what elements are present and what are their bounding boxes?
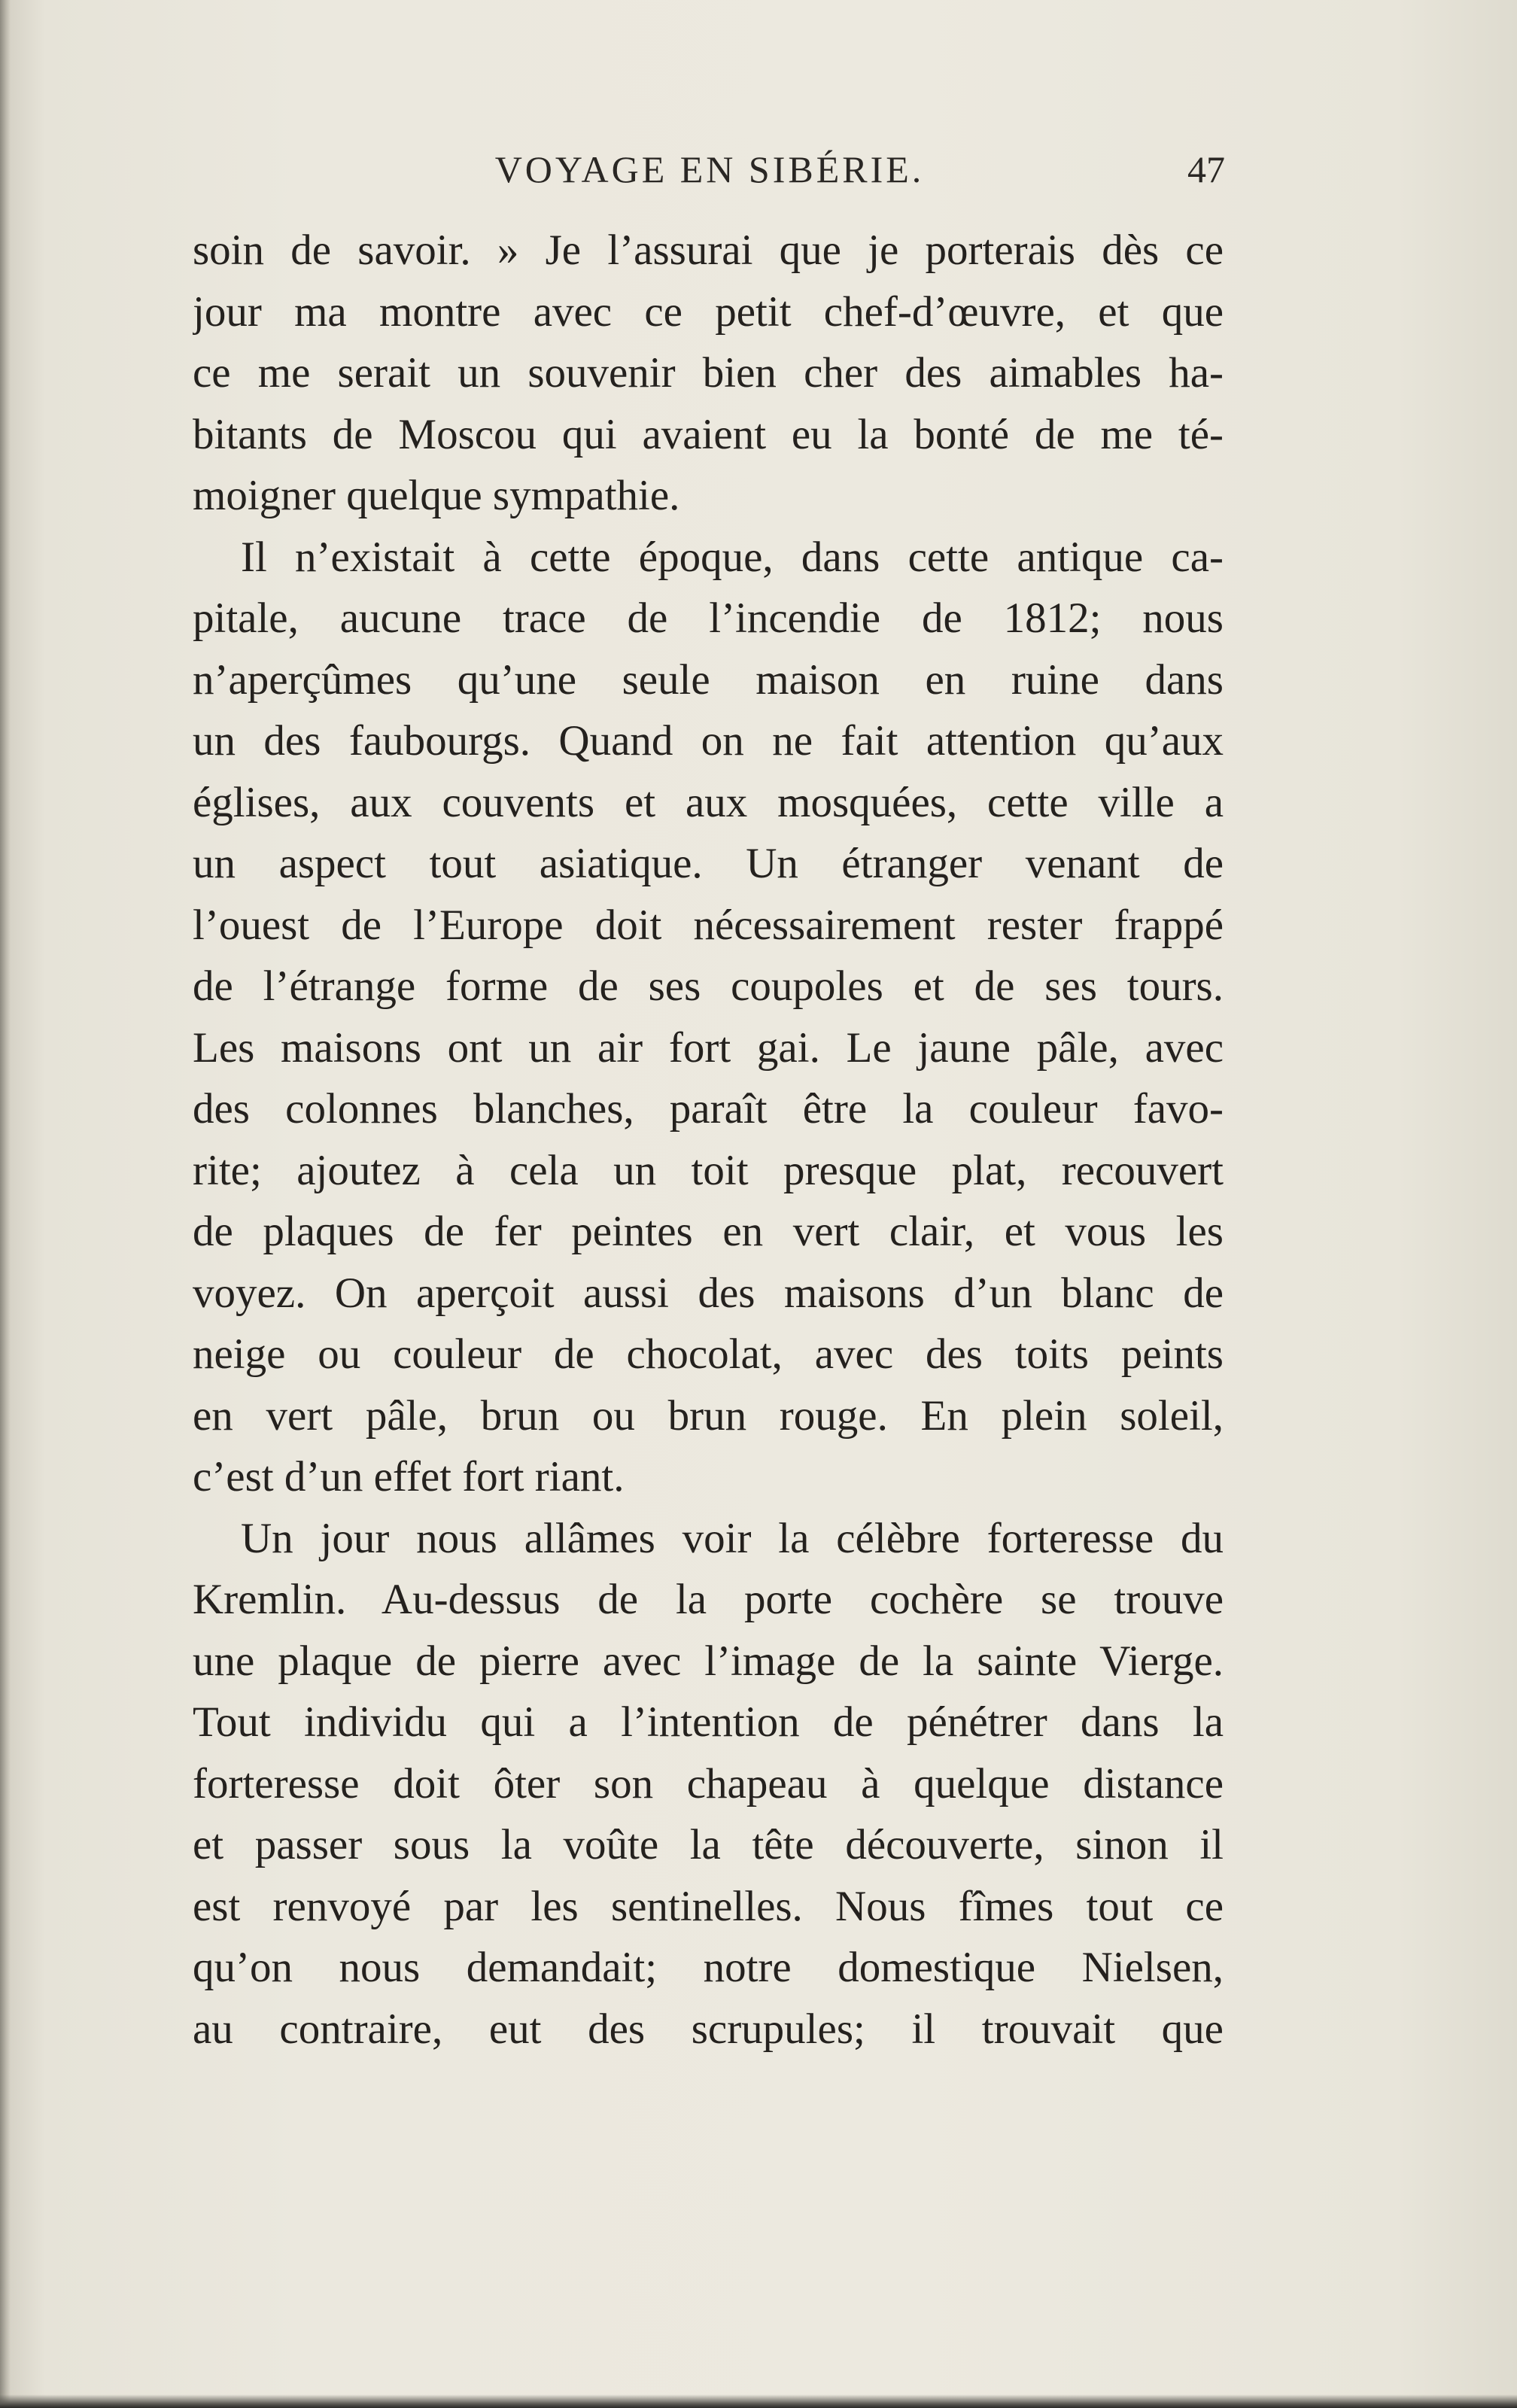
text-line: est renvoyé par les sentinelles. Nous fîmes tout ce [193,1882,1224,1930]
text-line: de l’étrange forme de ses coupoles et de ses tours. [193,962,1224,1010]
text-line: un aspect tout asiatique. Un étranger venant de [193,840,1224,887]
text-line: neige ou couleur de chocolat, avec des toits peints [193,1330,1224,1378]
text-line: n’aperçûmes qu’une seule maison en ruine dans [193,655,1224,704]
text-line: des colonnes blanches, paraît être la couleur favo- [193,1085,1224,1133]
text-line: voyez. On aperçoit aussi des maisons d’un blanc de [193,1269,1224,1317]
text-line: au contraire, eut des scrupules; il trouvait que [193,2005,1224,2053]
running-title: VOYAGE EN SIBÉRIE. [494,148,925,190]
text-line: c’est d’un effet fort riant. [193,1453,625,1500]
text-line: qu’on nous demandait; notre domestique Nielsen, [193,1944,1224,1991]
text-line: bitants de Moscou qui avaient eu la bonté de me té- [193,410,1224,458]
body-text [193,220,1224,2060]
text-line: jour ma montre avec ce petit chef-d’œuvre, et que [193,287,1224,336]
text-line: églises, aux couvents et aux mosquées, cette ville a [193,778,1224,826]
running-head [194,147,1225,200]
page-number: 47 [1187,148,1225,190]
text-line: forteresse doit ôter son chapeau à quelque distance [193,1759,1224,1808]
text-line: soin de savoir. » Je l’assurai que je porterais dès ce [193,227,1224,274]
text-line: l’ouest de l’Europe doit nécessairement rester frappé [193,901,1224,949]
text-line: de plaques de fer peintes en vert clair, et vous les [193,1208,1224,1255]
text-line: rite; ajoutez à cela un toit presque plat, recouvert [193,1146,1224,1194]
text-line: une plaque de pierre avec l’image de la sainte Vierge. [193,1637,1224,1685]
text-line: et passer sous la voûte la tête découverte, sinon il [193,1821,1224,1868]
text-line: pitale, aucune trace de l’incendie de 1812; nous [193,594,1224,642]
text-line: en vert pâle, brun ou brun rouge. En plein soleil, [193,1391,1224,1440]
text-line: moigner quelque sympathie. [193,472,680,519]
page-bottom-edge [0,2394,1517,2408]
text-line: ce me serait un souvenir bien cher des aimables ha- [193,349,1224,397]
text-line: Tout individu qui a l’intention de pénétrer dans la [193,1698,1224,1746]
text-line: Il n’existait à cette époque, dans cette antique ca- [241,533,1224,581]
text-line: Les maisons ont un air fort gai. Le jaune pâle, avec [193,1023,1224,1072]
text-line: Kremlin. Au-dessus de la porte cochère se trouve [193,1576,1224,1623]
text-line: Un jour nous allâmes voir la célèbre forteresse du [241,1514,1224,1562]
binding-shadow [0,0,11,2408]
text-line: un des faubourgs. Quand on ne fait attention qu’aux [193,717,1224,765]
